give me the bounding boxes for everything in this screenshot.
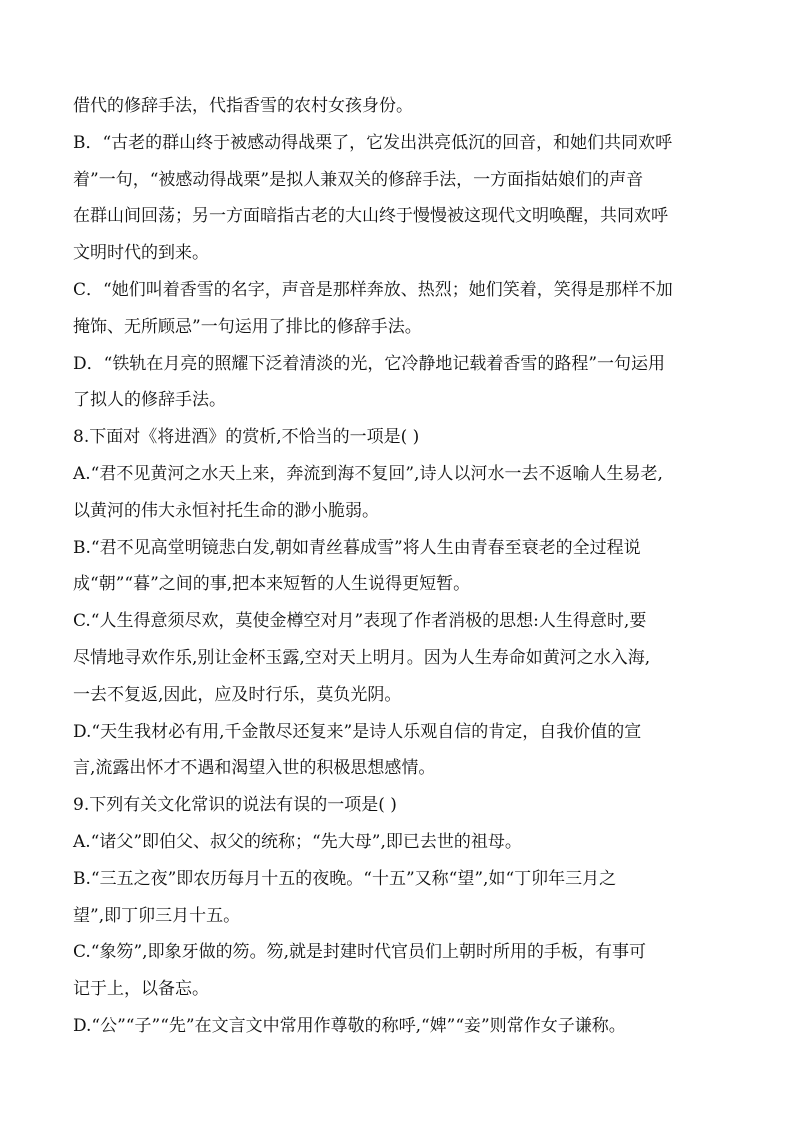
text-line: 尽情地寻欢作乐,别让金杯玉露,空对天上明月。因为人生寿命如黄河之水入海, xyxy=(73,647,651,668)
text-line: 文明时代的到来。 xyxy=(73,243,209,264)
text-line: 记于上，以备忘。 xyxy=(73,979,209,1000)
text-line: C.“象笏”,即象牙做的笏。笏,就是封建时代官员们上朝时所用的手板，有事可 xyxy=(73,942,646,963)
text-line: 言,流露出怀才不遇和渴望入世的积极思想感情。 xyxy=(73,758,436,779)
text-line: 了拟人的修辞手法。 xyxy=(73,390,226,411)
text-line: D.“公”“子”“先”在文言文中常用作尊敬的称呼,“婢”“妾”则常作女子谦称。 xyxy=(73,1015,626,1036)
text-line: 着”一句，“被感动得战栗”是拟人兼双关的修辞手法，一方面指姑娘们的声音 xyxy=(73,169,644,190)
document-body xyxy=(73,88,723,1045)
question-8-stem: 8.下面对《将进酒》的赏析,不恰当的一项是( ) xyxy=(73,427,420,448)
text-line: 一去不复返,因此，应及时行乐，莫负光阴。 xyxy=(73,684,402,705)
text-line: A.“君不见黄河之水天上来，奔流到海不复回”,诗人以河水一去不返喻人生易老, xyxy=(73,463,663,484)
text-line: C．“她们叫着香雪的名字，声音是那样奔放、热烈；她们笑着，笑得是那样不加 xyxy=(73,279,673,300)
text-line: 成“朝”“暮”之间的事,把本来短暂的人生说得更短暂。 xyxy=(73,574,471,595)
text-line: 借代的修辞手法，代指香雪的农村女孩身份。 xyxy=(73,96,413,116)
text-line: A.“诸父”即伯父、叔父的统称；“先大母”,即已去世的祖母。 xyxy=(73,831,522,852)
text-line: 掩饰、无所顾忌”一句运用了排比的修辞手法。 xyxy=(73,316,422,337)
text-line: C.“人生得意须尽欢，莫使金樽空对月”表现了作者消极的思想:人生得意时,要 xyxy=(73,611,647,632)
text-line: 在群山间回荡；另一方面暗指古老的大山终于慢慢被这现代文明唤醒，共同欢呼 xyxy=(73,206,668,227)
question-9-stem: 9.下列有关文化常识的说法有误的一项是( ) xyxy=(73,795,397,816)
text-line: 望”,即丁卯三月十五。 xyxy=(73,905,241,926)
text-line: B．“古老的群山终于被感动得战栗了，它发出洪亮低沉的回音，和她们共同欢呼 xyxy=(73,132,673,153)
text-line: D．“铁轨在月亮的照耀下泛着清淡的光，它冷静地记载着香雪的路程”一句运用 xyxy=(73,353,666,374)
text-line: B.“三五之夜”即农历每月十五的夜晚。“十五”又称“望”,如“丁卯年三月之 xyxy=(73,868,617,889)
text-line: D.“天生我材必有用,千金散尽还复来”是诗人乐观自信的肯定，自我价值的宣 xyxy=(73,721,642,742)
text-line: B.“君不见高堂明镜悲白发,朝如青丝暮成雪”将人生由青春至衰老的全过程说 xyxy=(73,537,641,558)
text-line: 以黄河的伟大永恒衬托生命的渺小脆弱。 xyxy=(73,500,379,521)
